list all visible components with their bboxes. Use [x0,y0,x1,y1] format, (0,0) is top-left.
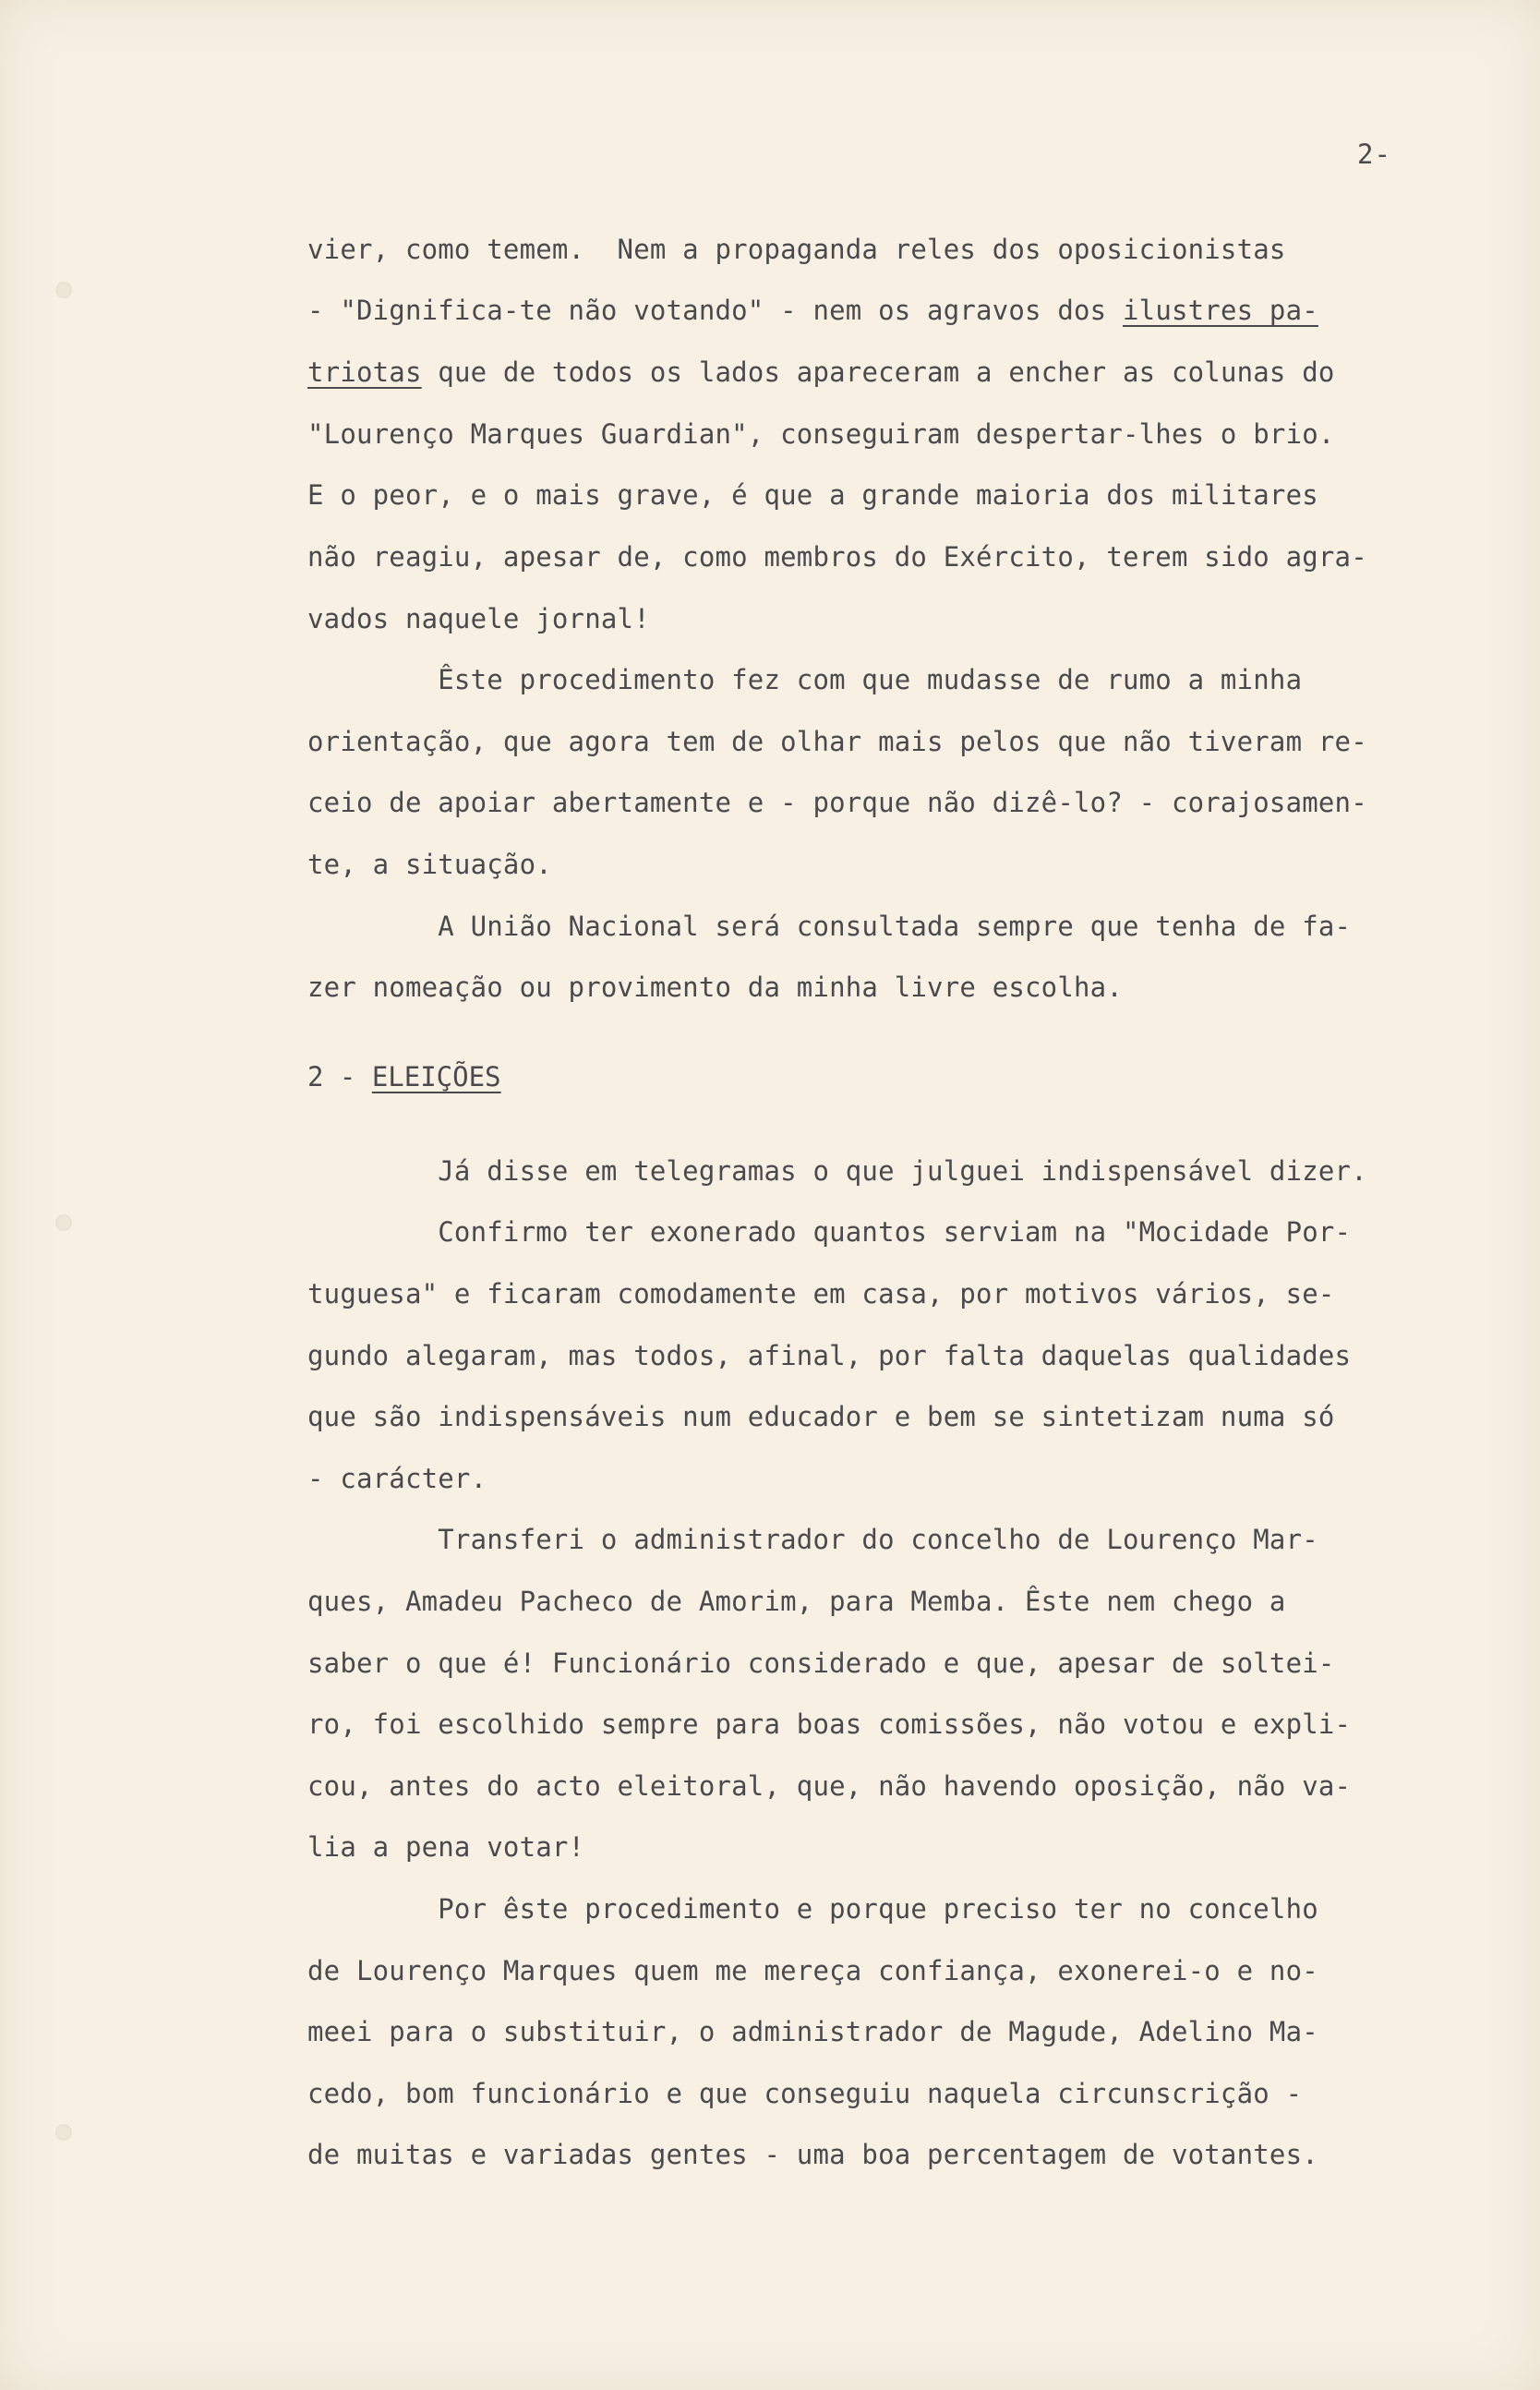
punch-hole [55,2124,72,2141]
text-line: Confirmo ter exonerado quantos serviam na "Mocidade Por- [307,1216,1352,1248]
text-line: zer nomeação ou provimento da minha livre escolha. [307,972,1123,1003]
section-heading [307,1058,501,1095]
text-line: cedo, bom funcionário e que conseguiu naquela circunscrição - [307,2078,1303,2109]
underlined-text: triotas [307,356,422,388]
text-line: de Lourenço Marques quem me mereça confiança, exonerei-o e no- [307,1955,1318,1986]
text-line: ceio de apoiar abertamente e - porque não dizê-lo? - corajosamen- [307,787,1367,818]
text-line: vier, como temem. Nem a propaganda reles dos oposicionistas [307,234,1286,265]
text-line: A União Nacional será consultada sempre que tenha de fa- [307,911,1352,942]
text-line: "Lourenço Marques Guardian", conseguiram despertar-lhes o brio. [307,418,1335,450]
text-line: de muitas e variadas gentes - uma boa percentagem de votantes. [307,2139,1318,2170]
underlined-text: ilustres pa- [1123,295,1318,326]
text-line: cou, antes do acto eleitoral, que, não havendo oposição, não va- [307,1770,1352,1802]
text-line [307,354,1335,391]
text-line: te, a situação. [307,849,552,880]
text-line: saber o que é! Funcionário considerado e que, apesar de soltei- [307,1648,1335,1679]
text-line [307,292,1318,329]
text-line: - carácter. [307,1463,487,1494]
page-number: 2- [1357,139,1391,170]
heading-title: ELEIÇÕES [371,1061,501,1092]
text-line: E o peor, e o mais grave, é que a grande maioria dos militares [307,479,1318,511]
text-line: lia a pena votar! [307,1831,585,1863]
text-line: ro, foi escolhido sempre para boas comissões, não votou e expli- [307,1708,1352,1740]
text-line: Já disse em telegramas o que julguei indispensável dizer. [307,1155,1367,1187]
text-fragment: - "Dignifica-te não votando" - nem os agravos dos [307,295,1107,326]
text-line: tuguesa" e ficaram comodamente em casa, por motivos vários, se- [307,1278,1335,1310]
text-line: que são indispensáveis num educador e bem se sintetizam numa só [307,1401,1335,1432]
text-line: não reagiu, apesar de, como membros do Exército, terem sido agra- [307,541,1367,573]
text-line: Por êste procedimento e porque preciso ter no concelho [307,1893,1318,1925]
text-line: ques, Amadeu Pacheco de Amorim, para Memba. Êste nem chego a [307,1586,1286,1617]
text-line: meei para o substituir, o administrador de Magude, Adelino Ma- [307,2016,1318,2047]
text-line: gundo alegaram, mas todos, afinal, por falta daquelas qualidades [307,1340,1352,1371]
text-line: vados naquele jornal! [307,603,650,634]
text-line: Transferi o administrador do concelho de Lourenço Mar- [307,1524,1318,1555]
punch-hole [55,1214,72,1231]
text-line: orientação, que agora tem de olhar mais pelos que não tiveram re- [307,726,1367,757]
text-fragment: que de todos os lados apareceram a encher as colunas do [438,356,1335,388]
punch-hole [55,282,72,298]
text-line: Êste procedimento fez com que mudasse de rumo a minha [307,664,1303,695]
heading-prefix: 2 - [307,1061,372,1092]
